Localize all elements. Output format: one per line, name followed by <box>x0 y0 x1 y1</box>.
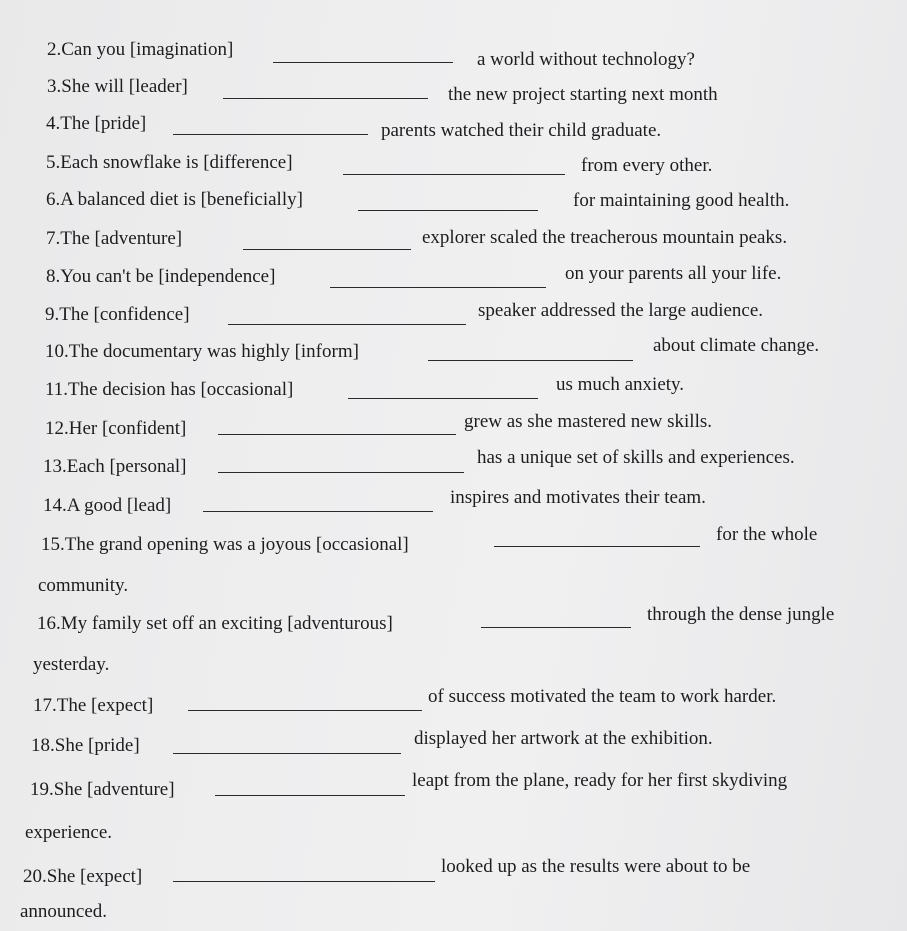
exercise-prompt: 18.She [pride] <box>31 735 140 756</box>
exercise-prompt: 5.Each snowflake is [difference] <box>46 152 293 173</box>
exercise-rest: leapt from the plane, ready for her first skydiving <box>412 770 788 791</box>
answer-blank[interactable] <box>203 511 433 512</box>
exercise-rest: through the dense jungle <box>647 604 835 625</box>
exercise-prompt: 6.A balanced diet is [beneficially] <box>46 189 303 210</box>
exercise-prompt: 4.The [pride] <box>46 113 147 134</box>
answer-blank[interactable] <box>428 360 633 361</box>
exercise-prompt: 20.She [expect] <box>23 866 143 887</box>
exercise-prompt: 19.She [adventure] <box>30 779 175 800</box>
exercise-rest: the new project starting next month <box>448 84 718 105</box>
answer-blank[interactable] <box>343 174 565 175</box>
exercise-rest: explorer scaled the treacherous mountain peaks. <box>422 227 788 248</box>
answer-blank[interactable] <box>188 710 422 711</box>
answer-blank[interactable] <box>218 434 456 435</box>
exercise-prompt: 15.The grand opening was a joyous [occasional] <box>41 534 409 555</box>
answer-blank[interactable] <box>215 795 405 796</box>
answer-blank[interactable] <box>330 287 546 288</box>
exercise-rest: from every other. <box>581 155 713 176</box>
exercise-prompt: 14.A good [lead] <box>43 495 172 516</box>
answer-blank[interactable] <box>173 881 435 882</box>
exercise-prompt: 3.She will [leader] <box>47 76 188 97</box>
exercise-rest: inspires and motivates their team. <box>450 487 706 508</box>
exercise-rest: about climate change. <box>653 335 820 356</box>
exercise-rest: us much anxiety. <box>556 374 685 395</box>
exercise-rest: grew as she mastered new skills. <box>464 411 712 432</box>
exercise-prompt: 7.The [adventure] <box>46 228 183 249</box>
exercise-continuation: yesterday. <box>33 654 110 675</box>
exercise-prompt: 16.My family set off an exciting [adventurous] <box>37 613 393 634</box>
answer-blank[interactable] <box>348 398 538 399</box>
exercise-prompt: 13.Each [personal] <box>43 456 187 477</box>
exercise-rest: a world without technology? <box>477 49 695 70</box>
answer-blank[interactable] <box>494 546 700 547</box>
exercise-rest: looked up as the results were about to be <box>441 856 751 877</box>
exercise-rest: for maintaining good health. <box>573 190 790 211</box>
exercise-continuation: community. <box>38 575 129 596</box>
exercise-prompt: 12.Her [confident] <box>45 418 187 439</box>
answer-blank[interactable] <box>173 134 368 135</box>
exercise-rest: on your parents all your life. <box>565 263 782 284</box>
answer-blank[interactable] <box>273 62 453 63</box>
exercise-continuation: announced. <box>20 901 108 922</box>
exercise-prompt: 9.The [confidence] <box>45 304 190 325</box>
exercise-prompt: 8.You can't be [independence] <box>46 266 276 287</box>
answer-blank[interactable] <box>173 753 401 754</box>
exercise-rest: for the whole <box>716 524 818 545</box>
answer-blank[interactable] <box>243 249 411 250</box>
exercise-continuation: experience. <box>25 822 113 843</box>
exercise-rest: speaker addressed the large audience. <box>478 300 764 321</box>
answer-blank[interactable] <box>228 324 466 325</box>
exercise-prompt: 2.Can you [imagination] <box>47 39 234 60</box>
exercise-rest: of success motivated the team to work harder. <box>428 686 777 707</box>
exercise-rest: has a unique set of skills and experiences. <box>477 447 795 468</box>
exercise-rest: displayed her artwork at the exhibition. <box>414 728 713 749</box>
exercise-prompt: 17.The [expect] <box>33 695 154 716</box>
answer-blank[interactable] <box>223 98 428 99</box>
answer-blank[interactable] <box>358 210 538 211</box>
answer-blank[interactable] <box>481 627 631 628</box>
answer-blank[interactable] <box>218 472 464 473</box>
exercise-prompt: 10.The documentary was highly [inform] <box>45 341 359 362</box>
exercise-prompt: 11.The decision has [occasional] <box>45 379 294 400</box>
exercise-rest: parents watched their child graduate. <box>381 120 662 141</box>
